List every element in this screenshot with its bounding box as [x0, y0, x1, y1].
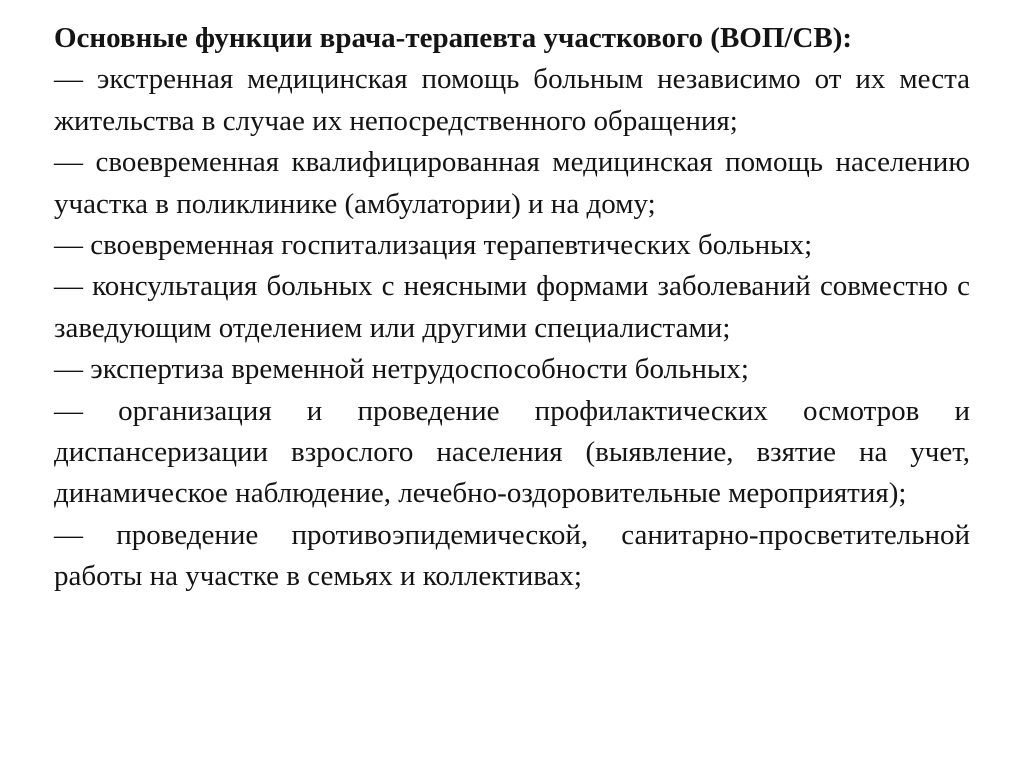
list-item: — своевременная госпитализация терапевтических больных;	[54, 229, 813, 262]
document-page	[54, 18, 970, 598]
page-heading: Основные функции врача-терапевта участкового (ВОП/СВ):	[54, 22, 853, 54]
list-item: — экстренная медицинская помощь больным независимо от их места жительства в случае их непосредственного обращения;	[54, 63, 970, 137]
list-item: — консультация больных с неясными формами заболеваний совместно с заведующим отделением или другими специалистами;	[54, 270, 970, 344]
list-item: — организация и проведение профилактических осмотров и диспансеризации взрослого населения (выявление, взятие на учет, динамическое наблюдение, лечебно-оздоровительные мероприятия);	[54, 394, 970, 510]
list-item: — экспертиза временной нетрудоспособности больных;	[54, 353, 749, 386]
list-item: — проведение противоэпидемической, санитарно-просветительной работы на участке в семьях и коллективах;	[54, 518, 970, 593]
list-item: — своевременная квалифицированная медицинская помощь населению участка в поликлинике (амбулатории) и на дому;	[54, 146, 970, 220]
